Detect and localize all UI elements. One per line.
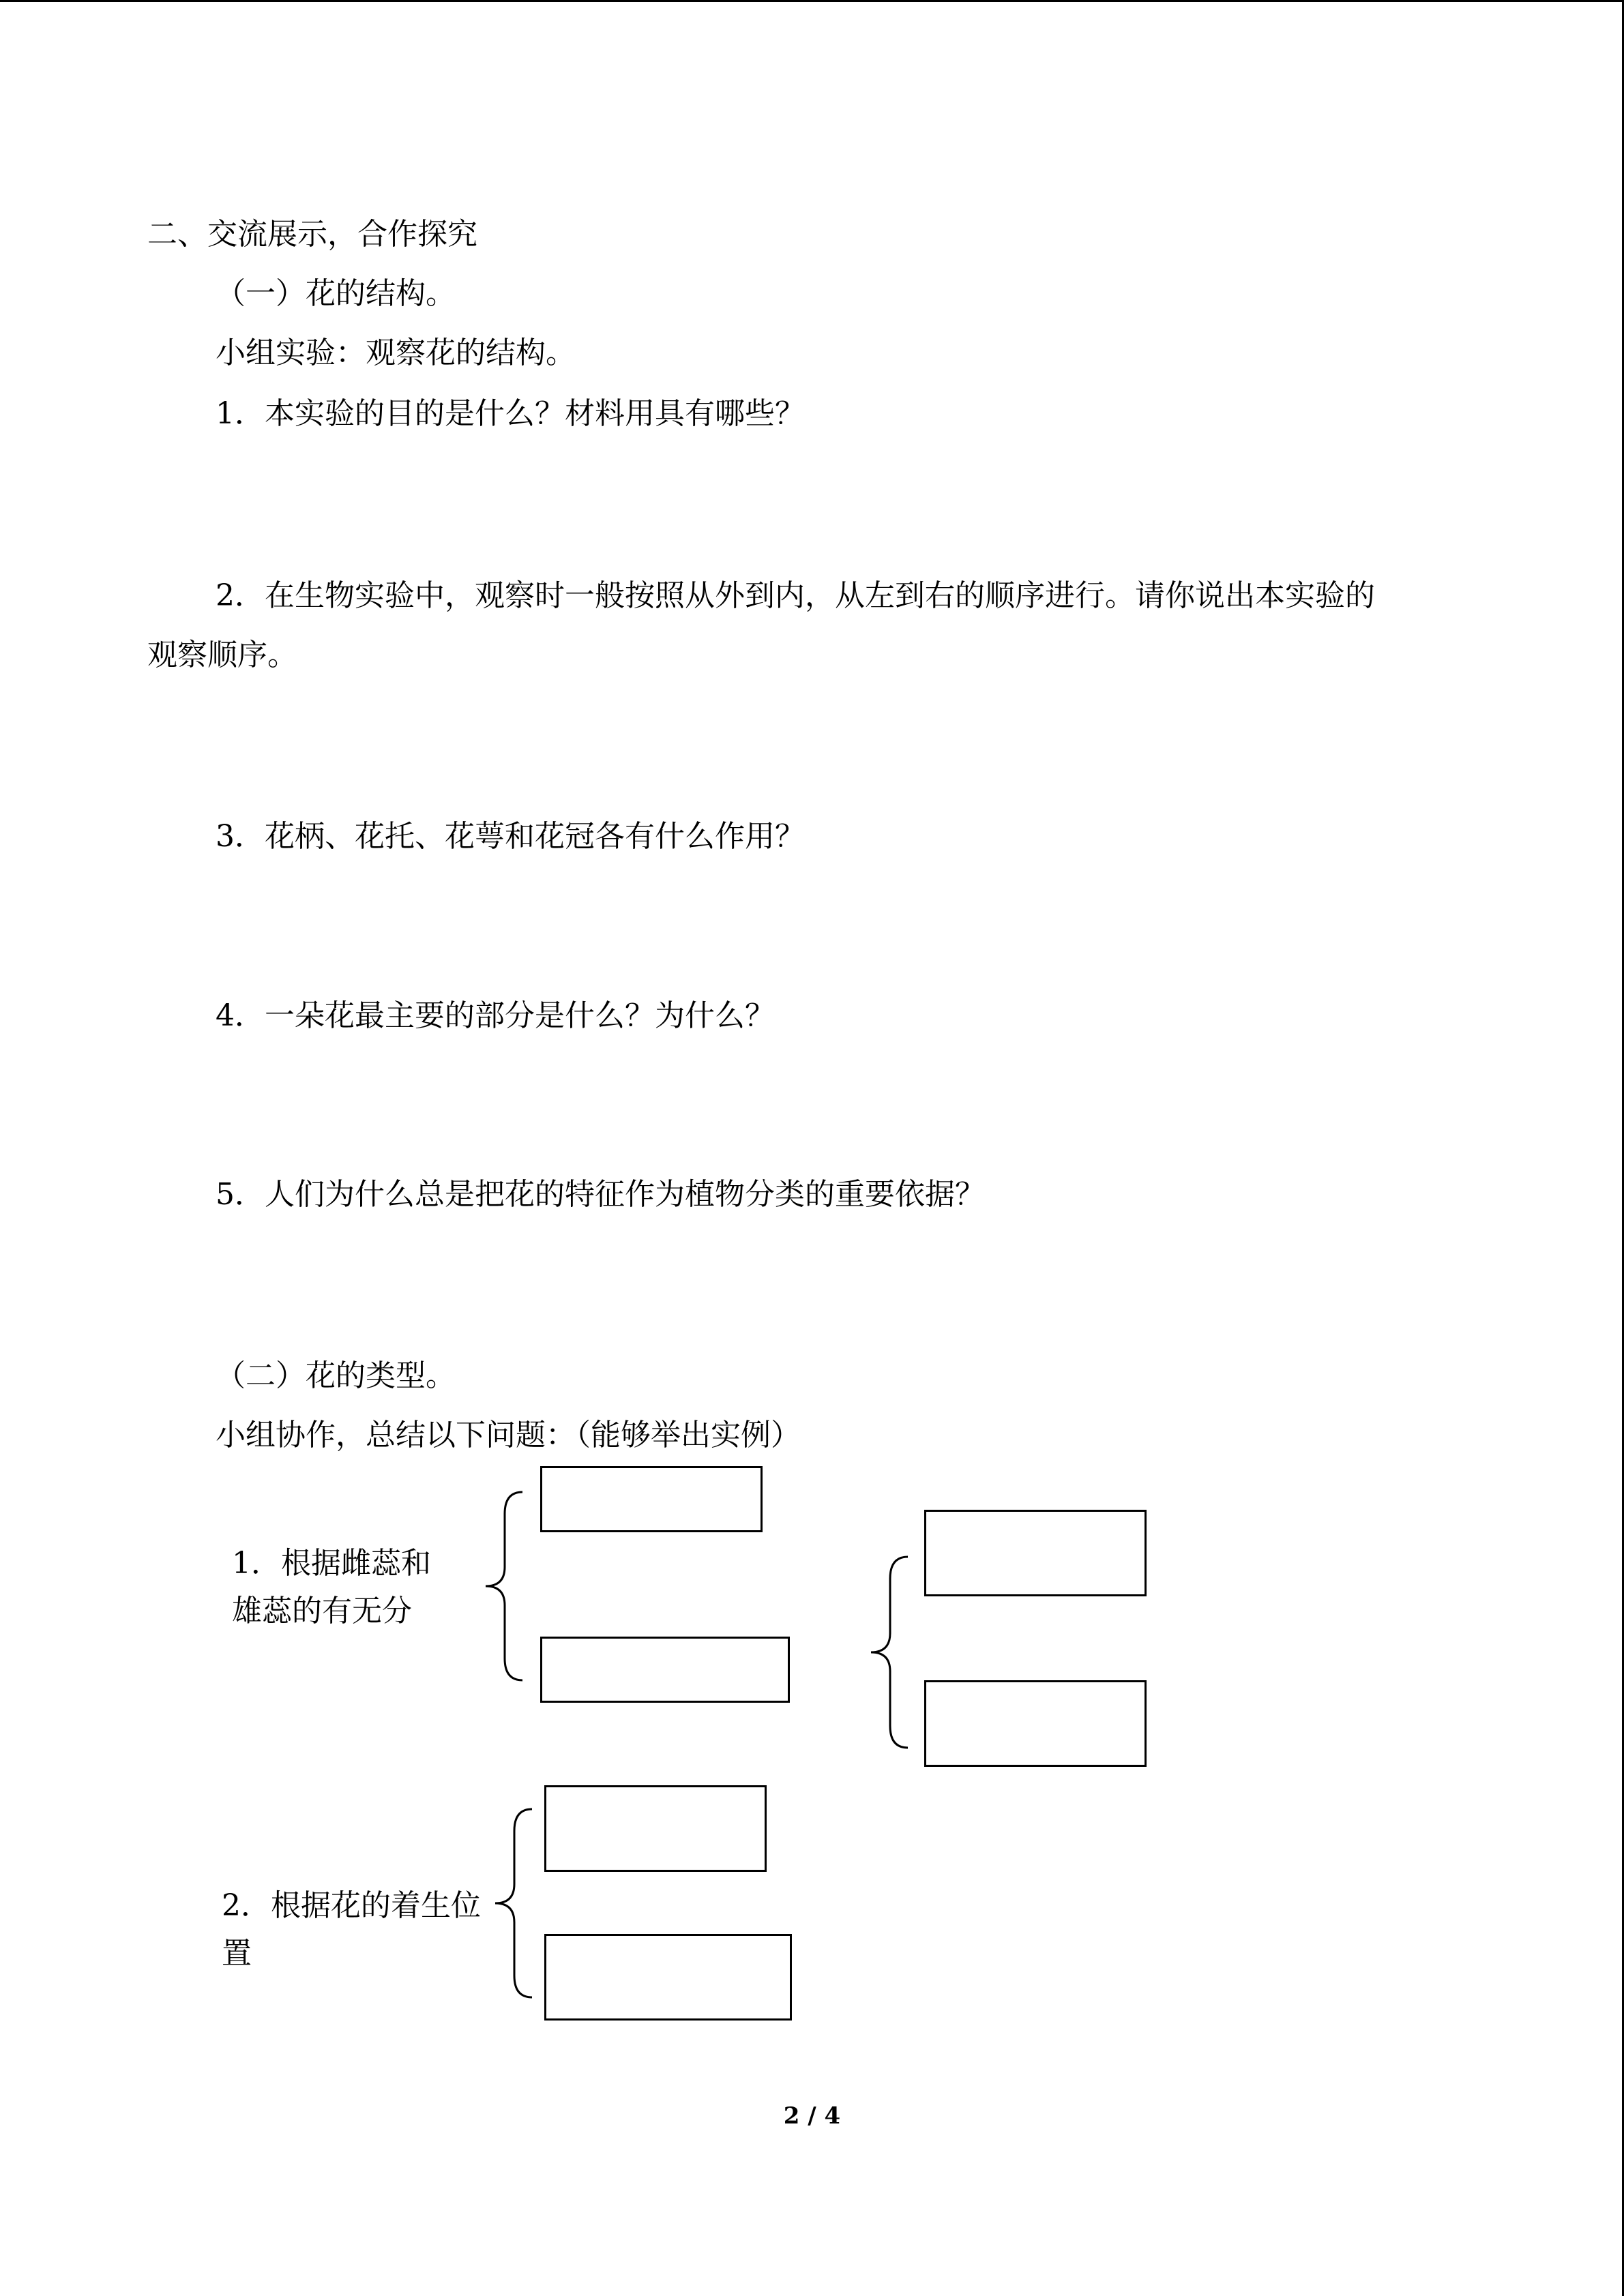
diagram1-right-brace — [863, 1551, 917, 1756]
question-1: 1．本实验的目的是什么？材料用具有哪些？ — [216, 396, 805, 431]
diagram1-answer-box-3[interactable] — [924, 1510, 1147, 1596]
diagram1-answer-box-2[interactable] — [540, 1637, 790, 1703]
question-4: 4．一朵花最主要的部分是什么？为什么？ — [216, 998, 775, 1033]
part1-title: （一）花的结构。 — [216, 276, 456, 311]
diagram2-brace — [486, 1804, 540, 2008]
question-3: 3．花柄、花托、花萼和花冠各有什么作用？ — [216, 819, 805, 854]
diagram1-left-brace — [477, 1487, 532, 1691]
page-number: 2 / 4 — [783, 2102, 841, 2130]
diagram2-label: 2．根据花的着生位置 — [222, 1888, 481, 1971]
diagram2-answer-box-2[interactable] — [544, 1934, 792, 2021]
part2-task: 小组协作，总结以下问题：（能够举出实例） — [216, 1418, 801, 1452]
diagram1-answer-box-4[interactable] — [924, 1680, 1147, 1767]
part2-title: （二）花的类型。 — [216, 1358, 456, 1393]
diagram2-answer-box-1[interactable] — [544, 1785, 767, 1872]
page-top-border — [0, 0, 1624, 2]
part1-experiment: 小组实验：观察花的结构。 — [216, 336, 576, 370]
section-heading: 二、交流展示，合作探究 — [147, 217, 477, 252]
question-2-continued: 观察顺序。 — [147, 638, 297, 672]
question-5: 5．人们为什么总是把花的特征作为植物分类的重要依据？ — [216, 1177, 985, 1212]
diagram1-answer-box-1[interactable] — [540, 1466, 763, 1532]
diagram1-label: 1．根据雌蕊和雄蕊的有无分 — [232, 1546, 431, 1628]
question-2: 2．在生物实验中，观察时一般按照从外到内，从左到右的顺序进行。请你说出本实验的 — [216, 578, 1375, 613]
